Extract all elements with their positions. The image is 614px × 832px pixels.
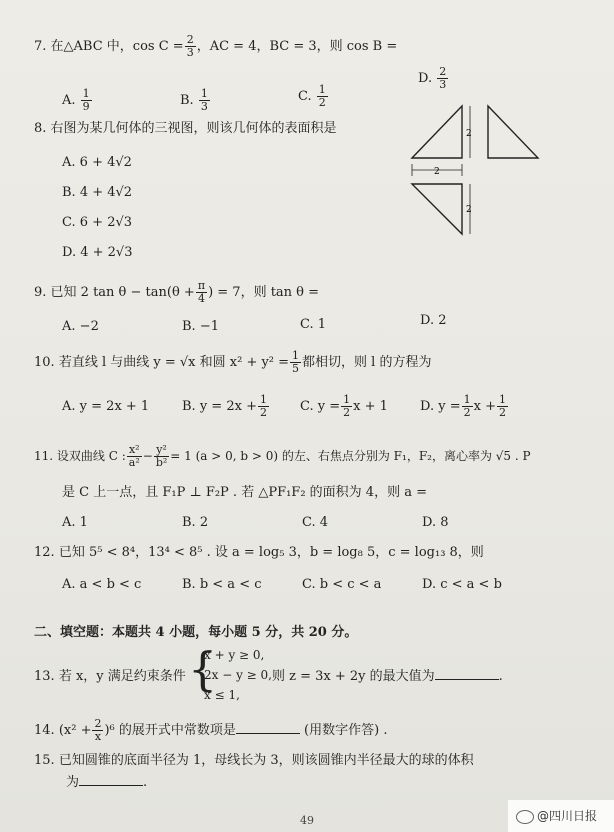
answer-blank	[435, 679, 499, 680]
q7-option-c: C. $\frac{1}{2}$	[298, 83, 326, 109]
q12-option-c: C. b < c < a	[302, 577, 382, 592]
q8-option-a: A. 6 + 4√2	[62, 155, 132, 170]
question-11-line-2: 是 C 上一点，且 F₁P ⊥ F₂P . 若 △PF₁F₂ 的面积为 4，则 a =	[62, 485, 427, 500]
q9-option-a: A. −2	[62, 319, 99, 334]
q8-option-b: B. 4 + 4√2	[62, 185, 133, 200]
three-view-diagram	[408, 100, 558, 242]
question-7: 7. 在△ABC 中，cos C = $\frac{2}{3}$ ，AC = 4，BC = 3，则 cos B =	[34, 33, 398, 59]
question-10: 10. 若直线 l 与曲线 y = √x 和圆 x² + y² = $\frac{1}{5}$ 都相切，则 l 的方程为	[34, 349, 432, 375]
constraint-brace: {	[188, 642, 218, 696]
q11-option-c: C. 4	[302, 515, 329, 530]
q10-option-c: C. y = $\frac{1}{2}$ x + 1	[300, 393, 388, 419]
question-15-line-2: 为 .	[66, 775, 148, 790]
q7-option-a: A. $\frac{1}{9}$	[62, 87, 90, 113]
question-14: 14. (x² + $\frac{2}{x}$ )⁶ 的展开式中常数项是 (用数字作答) .	[34, 717, 388, 743]
q7-option-b: B. $\frac{1}{3}$	[180, 87, 208, 113]
question-11: 11. 设双曲线 C : $\frac{\text{x²}}{\text{a²}}$ − $\frac{\text{y²}}{\text{b²}}$ = 1 (a > 0, b > 0) 的左、右焦点分别为 F₁，F₂，离心率为 √5 . P	[34, 443, 531, 469]
q9-option-d: D. 2	[420, 313, 447, 328]
constraint-1: x + y ≥ 0,	[204, 648, 265, 662]
answer-blank	[236, 733, 300, 734]
side-view-triangle	[488, 106, 538, 158]
q7-option-d: D. $\frac{2}{3}$	[418, 65, 447, 91]
question-9: 9. 已知 2 tan θ − tan(θ + $\frac{\pi}{4}$ ) = 7，则 tan θ =	[34, 279, 320, 305]
q9-option-b: B. −1	[182, 319, 219, 334]
q10-option-a: A. y = 2x + 1	[62, 399, 150, 414]
answer-blank	[79, 785, 143, 786]
front-view-triangle	[412, 106, 462, 158]
q12-option-d: D. c < a < b	[422, 577, 502, 592]
q8-option-c: C. 6 + 2√3	[62, 215, 133, 230]
top-depth-label: 2	[466, 205, 472, 215]
fraction: $\frac{2}{3}$	[186, 33, 194, 59]
question-13-tail: 则 z = 3x + 2y 的最大值为 .	[272, 669, 503, 684]
question-13: 13. 若 x，y 满足约束条件	[34, 669, 186, 684]
q8-option-d: D. 4 + 2√3	[62, 245, 133, 260]
page-number: 49	[300, 814, 314, 827]
q9-option-c: C. 1	[300, 317, 327, 332]
question-12: 12. 已知 5⁵ < 8⁴，13⁴ < 8⁵ . 设 a = log₅ 3，b = log₈ 5，c = log₁₃ 8，则	[34, 545, 484, 560]
q11-option-d: D. 8	[422, 515, 449, 530]
q11-option-a: A. 1	[62, 515, 88, 530]
q10-option-d: D. y = $\frac{1}{2}$ x + $\frac{1}{2}$	[420, 393, 506, 419]
q12-option-a: A. a < b < c	[62, 577, 142, 592]
weibo-icon	[516, 810, 534, 824]
watermark: @四川日报	[508, 800, 614, 832]
q-number: 7.	[34, 39, 47, 54]
question-15: 15. 已知圆锥的底面半径为 1，母线长为 3，则该圆锥内半径最大的球的体积	[34, 753, 474, 768]
front-height-label: 2	[466, 129, 472, 139]
constraint-2: 2x − y ≥ 0,	[204, 668, 272, 682]
question-8: 8. 右图为某几何体的三视图，则该几何体的表面积是	[34, 121, 337, 136]
section-heading-fill-in: 二、填空题：本题共 4 小题，每小题 5 分，共 20 分。	[34, 625, 358, 640]
q12-option-b: B. b < a < c	[182, 577, 262, 592]
constraint-3: x ≤ 1,	[204, 688, 240, 702]
q10-option-b: B. y = 2x + $\frac{1}{2}$	[182, 393, 267, 419]
top-view-triangle	[412, 184, 462, 234]
q11-option-b: B. 2	[182, 515, 209, 530]
width-label: 2	[434, 167, 440, 177]
